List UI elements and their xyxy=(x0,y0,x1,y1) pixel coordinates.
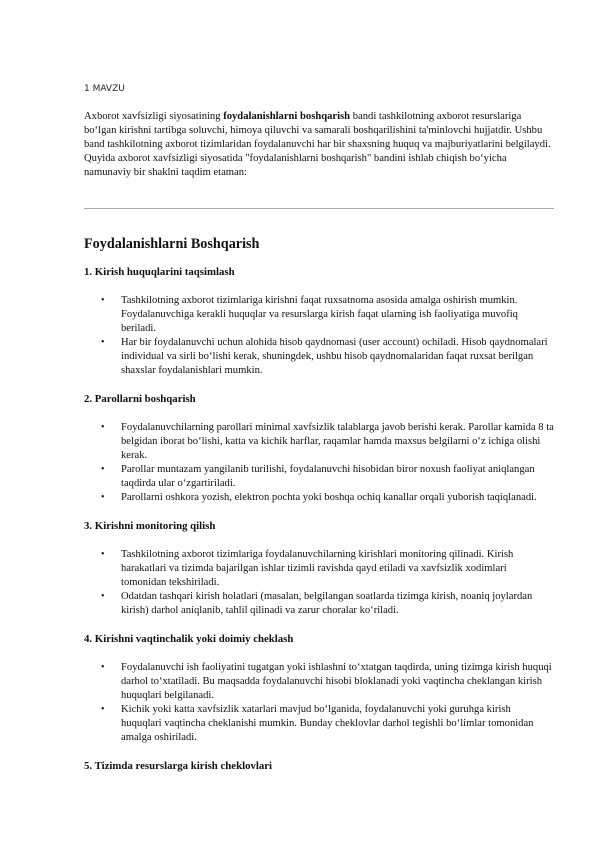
list-item xyxy=(84,548,554,590)
list-item xyxy=(84,336,554,378)
bullet-list xyxy=(84,294,554,378)
list-item-text: Foydalanuvchilarning parollari minimal xavfsizlik talablarga javob berishi kerak. Parollar kamida 8 ta belgidan iborat bo‘lishi, katta va kichik harflar, raqamlar hamda maxsus belgilarni o‘z ichiga olishi kerak. xyxy=(121,422,554,461)
document-title: Foydalanishlarni Boshqarish xyxy=(84,236,260,252)
list-item xyxy=(84,703,554,745)
section-heading: 4. Kirishni vaqtinchalik yoki doimiy cheklash xyxy=(84,633,294,645)
bullet-icon: • xyxy=(101,704,105,715)
bullet-icon: • xyxy=(101,295,105,306)
list-item xyxy=(84,491,554,505)
list-item xyxy=(84,590,554,618)
list-item-text: Foydalanuvchi ish faoliyatini tugatgan yoki ishlashni to‘xtatgan taqdirda, uning tizimga kirish huquqi darhol to‘xtatiladi. Bu maqsadda foydalanuvchi hisobi bloklanadi yoki vaqtincha cheklangan kirish huquqlari belgilanadi. xyxy=(121,662,552,701)
section-heading: 2. Parollarni boshqarish xyxy=(84,393,196,405)
bullet-icon: • xyxy=(101,492,105,503)
bullet-icon: • xyxy=(101,464,105,475)
list-item-text: Odatdan tashqari kirish holatlari (masalan, belgilangan soatlarda tizimga kirish, noaniq joylardan kirish) darhol aniqlanib, tahlil qilinadi va zarur choralar ko‘riladi. xyxy=(121,591,533,616)
list-item-text: Tashkilotning axborot tizimlariga kirishni faqat ruxsatnoma asosida amalga oshirish mumkin. Foydalanuvchiga kerakli huquqlar va resurslarga kirish faqat ularning ish faoliyatiga muvofiq beriladi. xyxy=(121,295,518,334)
bullet-list xyxy=(84,548,554,618)
bullet-icon: • xyxy=(101,549,105,560)
list-item-text: Kichik yoki katta xavfsizlik xatarlari mavjud bo‘lganida, foydalanuvchi yoki guruhga kirish huquqlari vaqtincha cheklanishi mumkin. Bunday cheklovlar darhol tegishli bo‘limlar tomonidan amalga oshiriladi. xyxy=(121,704,534,743)
topic-label: 1 MAVZU xyxy=(84,84,125,94)
list-item-text: Parollar muntazam yangilanib turilishi, foydalanuvchi hisobidan biror noxush faoliyat aniqlangan taqdirda ular o‘zgartiriladi. xyxy=(121,464,535,489)
intro-paragraph xyxy=(84,110,554,180)
intro-bold-term: foydalanishlarni boshqarish xyxy=(223,111,351,122)
list-item xyxy=(84,463,554,491)
section-access-monitoring xyxy=(84,520,554,618)
policy-content xyxy=(84,266,554,788)
horizontal-divider xyxy=(84,208,554,209)
intro-text-end: bandi tashkilotning axborot resurslariga bo‘lgan kirishni tartibga soluvchi, himoya qiluvchi va samarali boshqarilishini ta'minlovchi hujjatdir. Ushbu band tashkilotning axborot tizimlaridan foydalanuvchi har bir shaxsning huquq va majburiyatlarini belgilaydi. Quyida axborot xavfsizligi siyosatida "foydalanishlarni boshqarish" bandini ishlab chiqish bo‘yicha namunaviy bir shaklni taqdim etaman: xyxy=(84,111,551,178)
section-heading: 1. Kirish huquqlarini taqsimlash xyxy=(84,266,235,278)
bullet-icon: • xyxy=(101,591,105,602)
intro-text-start: Axborot xavfsizligi siyosatining xyxy=(84,111,224,122)
section-access-restriction xyxy=(84,633,554,745)
list-item xyxy=(84,294,554,336)
list-item-text: Tashkilotning axborot tizimlariga foydalanuvchilarning kirishlari monitoring qilinadi. Kirish harakatlari va tizimda bajarilgan ishlar tizimli ravishda qayd etiladi va xavfsizlik xodimlari tomonidan tekshiriladi. xyxy=(121,549,514,588)
section-resource-restrictions xyxy=(84,760,554,773)
list-item xyxy=(84,421,554,463)
list-item-text: Parollarni oshkora yozish, elektron pochta yoki boshqa ochiq kanallar orqali yuborish taqiqlanadi. xyxy=(121,492,537,503)
section-heading: 3. Kirishni monitoring qilish xyxy=(84,520,216,532)
section-heading: 5. Tizimda resurslarga kirish cheklovlari xyxy=(84,760,273,772)
list-item-text: Har bir foydalanuvchi uchun alohida hisob qaydnomasi (user account) ochiladi. Hisob qaydnomalari individual va sirli bo‘lishi kerak, shuningdek, ushbu hisob qaydnomalaridan faqat ruxsat berilgan shaxslar foydalanishlari mumkin. xyxy=(121,337,548,376)
section-password-management xyxy=(84,393,554,505)
list-item xyxy=(84,661,554,703)
bullet-list xyxy=(84,661,554,745)
bullet-list xyxy=(84,421,554,505)
section-access-rights xyxy=(84,266,554,378)
bullet-icon: • xyxy=(101,337,105,348)
bullet-icon: • xyxy=(101,662,105,673)
bullet-icon: • xyxy=(101,422,105,433)
